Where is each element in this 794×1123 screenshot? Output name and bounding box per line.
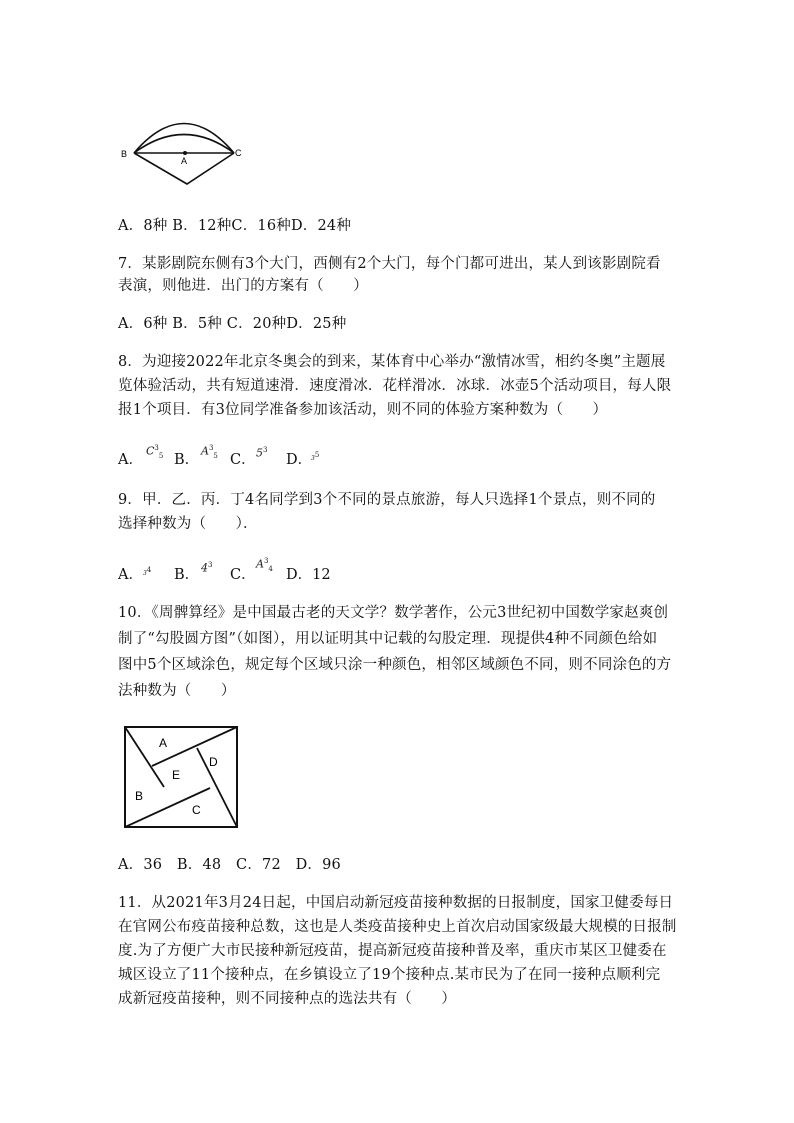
- label-a: A: [181, 156, 188, 166]
- gougu-diagram: [122, 724, 242, 830]
- point-a: [183, 151, 187, 155]
- q9-line-1: 9．甲．乙．丙．丁4名同学到3个不同的景点旅游，每人只选择1个景点，则不同的: [118, 492, 656, 508]
- q10-line-1: 10．《周髀算经》是中国最古老的天文学？数学著作，公元3世纪初中国数学家赵爽创: [118, 605, 669, 621]
- q7-options: A．6种 B．5种 C．20种D．25种: [118, 316, 347, 332]
- q9-option-c: C．: [230, 567, 256, 583]
- q11-line-4: 城区设立了11个接种点，在乡镇设立了19个接种点.某市民为了在同一接种点顺利完: [118, 967, 661, 983]
- outer-square: [125, 727, 237, 827]
- q11-line-1: 11．从2021年3月24日起，中国启动新冠疫苗接种数据的日报制度，国家卫健委每日: [118, 895, 674, 911]
- region-e-label: E: [172, 768, 181, 782]
- q8-option-d: D．: [286, 452, 313, 468]
- q8-line-1: 8．为迎接2022年北京冬奥会的到来，某体育中心举办“激情冰雪，相约冬奥”主题展: [118, 354, 666, 370]
- q8-line-2: 览体验活动，共有短道速滑．速度滑冰．花样滑冰．冰球．冰壶5个活动项目，每人限: [118, 378, 672, 394]
- q8-option-a: A．: [118, 452, 143, 468]
- q9-option-d: D．12: [286, 567, 331, 583]
- q9-expr-b: $4^3$: [201, 561, 213, 575]
- q6-options: A．8种 B．12种C．16种D．24种: [118, 218, 352, 234]
- q7-line-1: 7．某影剧院东侧有3个大门，西侧有2个大门，每个门都可进出，某人到该影剧院看: [118, 256, 661, 272]
- q8-option-c: C．: [230, 452, 256, 468]
- q9-line-2: 选择种数为（ ）．: [118, 516, 258, 532]
- q9-option-b: B．: [174, 567, 200, 583]
- q8-expr-c: $5^3$: [256, 446, 268, 460]
- q9-expr-c: $A^3_4$: [256, 557, 273, 573]
- q10-line-4: 法种数为（ ）: [118, 683, 236, 699]
- q11-line-2: 在官网公布疫苗接种总数，这也是人类疫苗接种史上首次启动国家级最大规模的日报制: [118, 919, 677, 935]
- label-b: B: [121, 149, 128, 159]
- outer-arc: [134, 124, 234, 154]
- q9-option-a: A．: [118, 567, 143, 583]
- route-diagram: [118, 104, 248, 188]
- region-b-label: B: [135, 789, 144, 803]
- q9-expr-a: $3^4$: [143, 566, 152, 577]
- region-c-label: C: [192, 803, 201, 817]
- q8-expr-b: $A^3_5$: [201, 444, 218, 460]
- q8-option-b: B．: [174, 452, 200, 468]
- q10-options: A．36 B．48 C．72 D．96: [118, 857, 341, 873]
- q10-line-3: 图中5个区域涂色，规定每个区域只涂一种颜色，相邻区域颜色不同，则不同涂色的方: [118, 657, 672, 673]
- label-c: C: [235, 148, 242, 158]
- region-a-label: A: [159, 736, 168, 750]
- q8-expr-d: $3^5$: [311, 451, 320, 462]
- q8-expr-a: $C^3_5$: [146, 444, 164, 460]
- q8-line-3: 报1个项目．有3位同学准备参加该活动，则不同的体验方案种数为（ ）: [118, 402, 608, 418]
- q11-line-5: 成新冠疫苗接种，则不同接种点的选法共有（ ）: [118, 991, 457, 1007]
- q10-line-2: 制了“勾股圆方图”（如图），用以证明其中记载的勾股定理．现提供4种不同颜色给如: [118, 631, 658, 647]
- region-d-label: D: [209, 755, 218, 769]
- q7-line-2: 表演，则他进．出门的方案有（ ）: [118, 278, 368, 294]
- q11-line-3: 度.为了方便广大市民接种新冠疫苗，提高新冠疫苗接种普及率，重庆市某区卫健委在: [118, 943, 667, 959]
